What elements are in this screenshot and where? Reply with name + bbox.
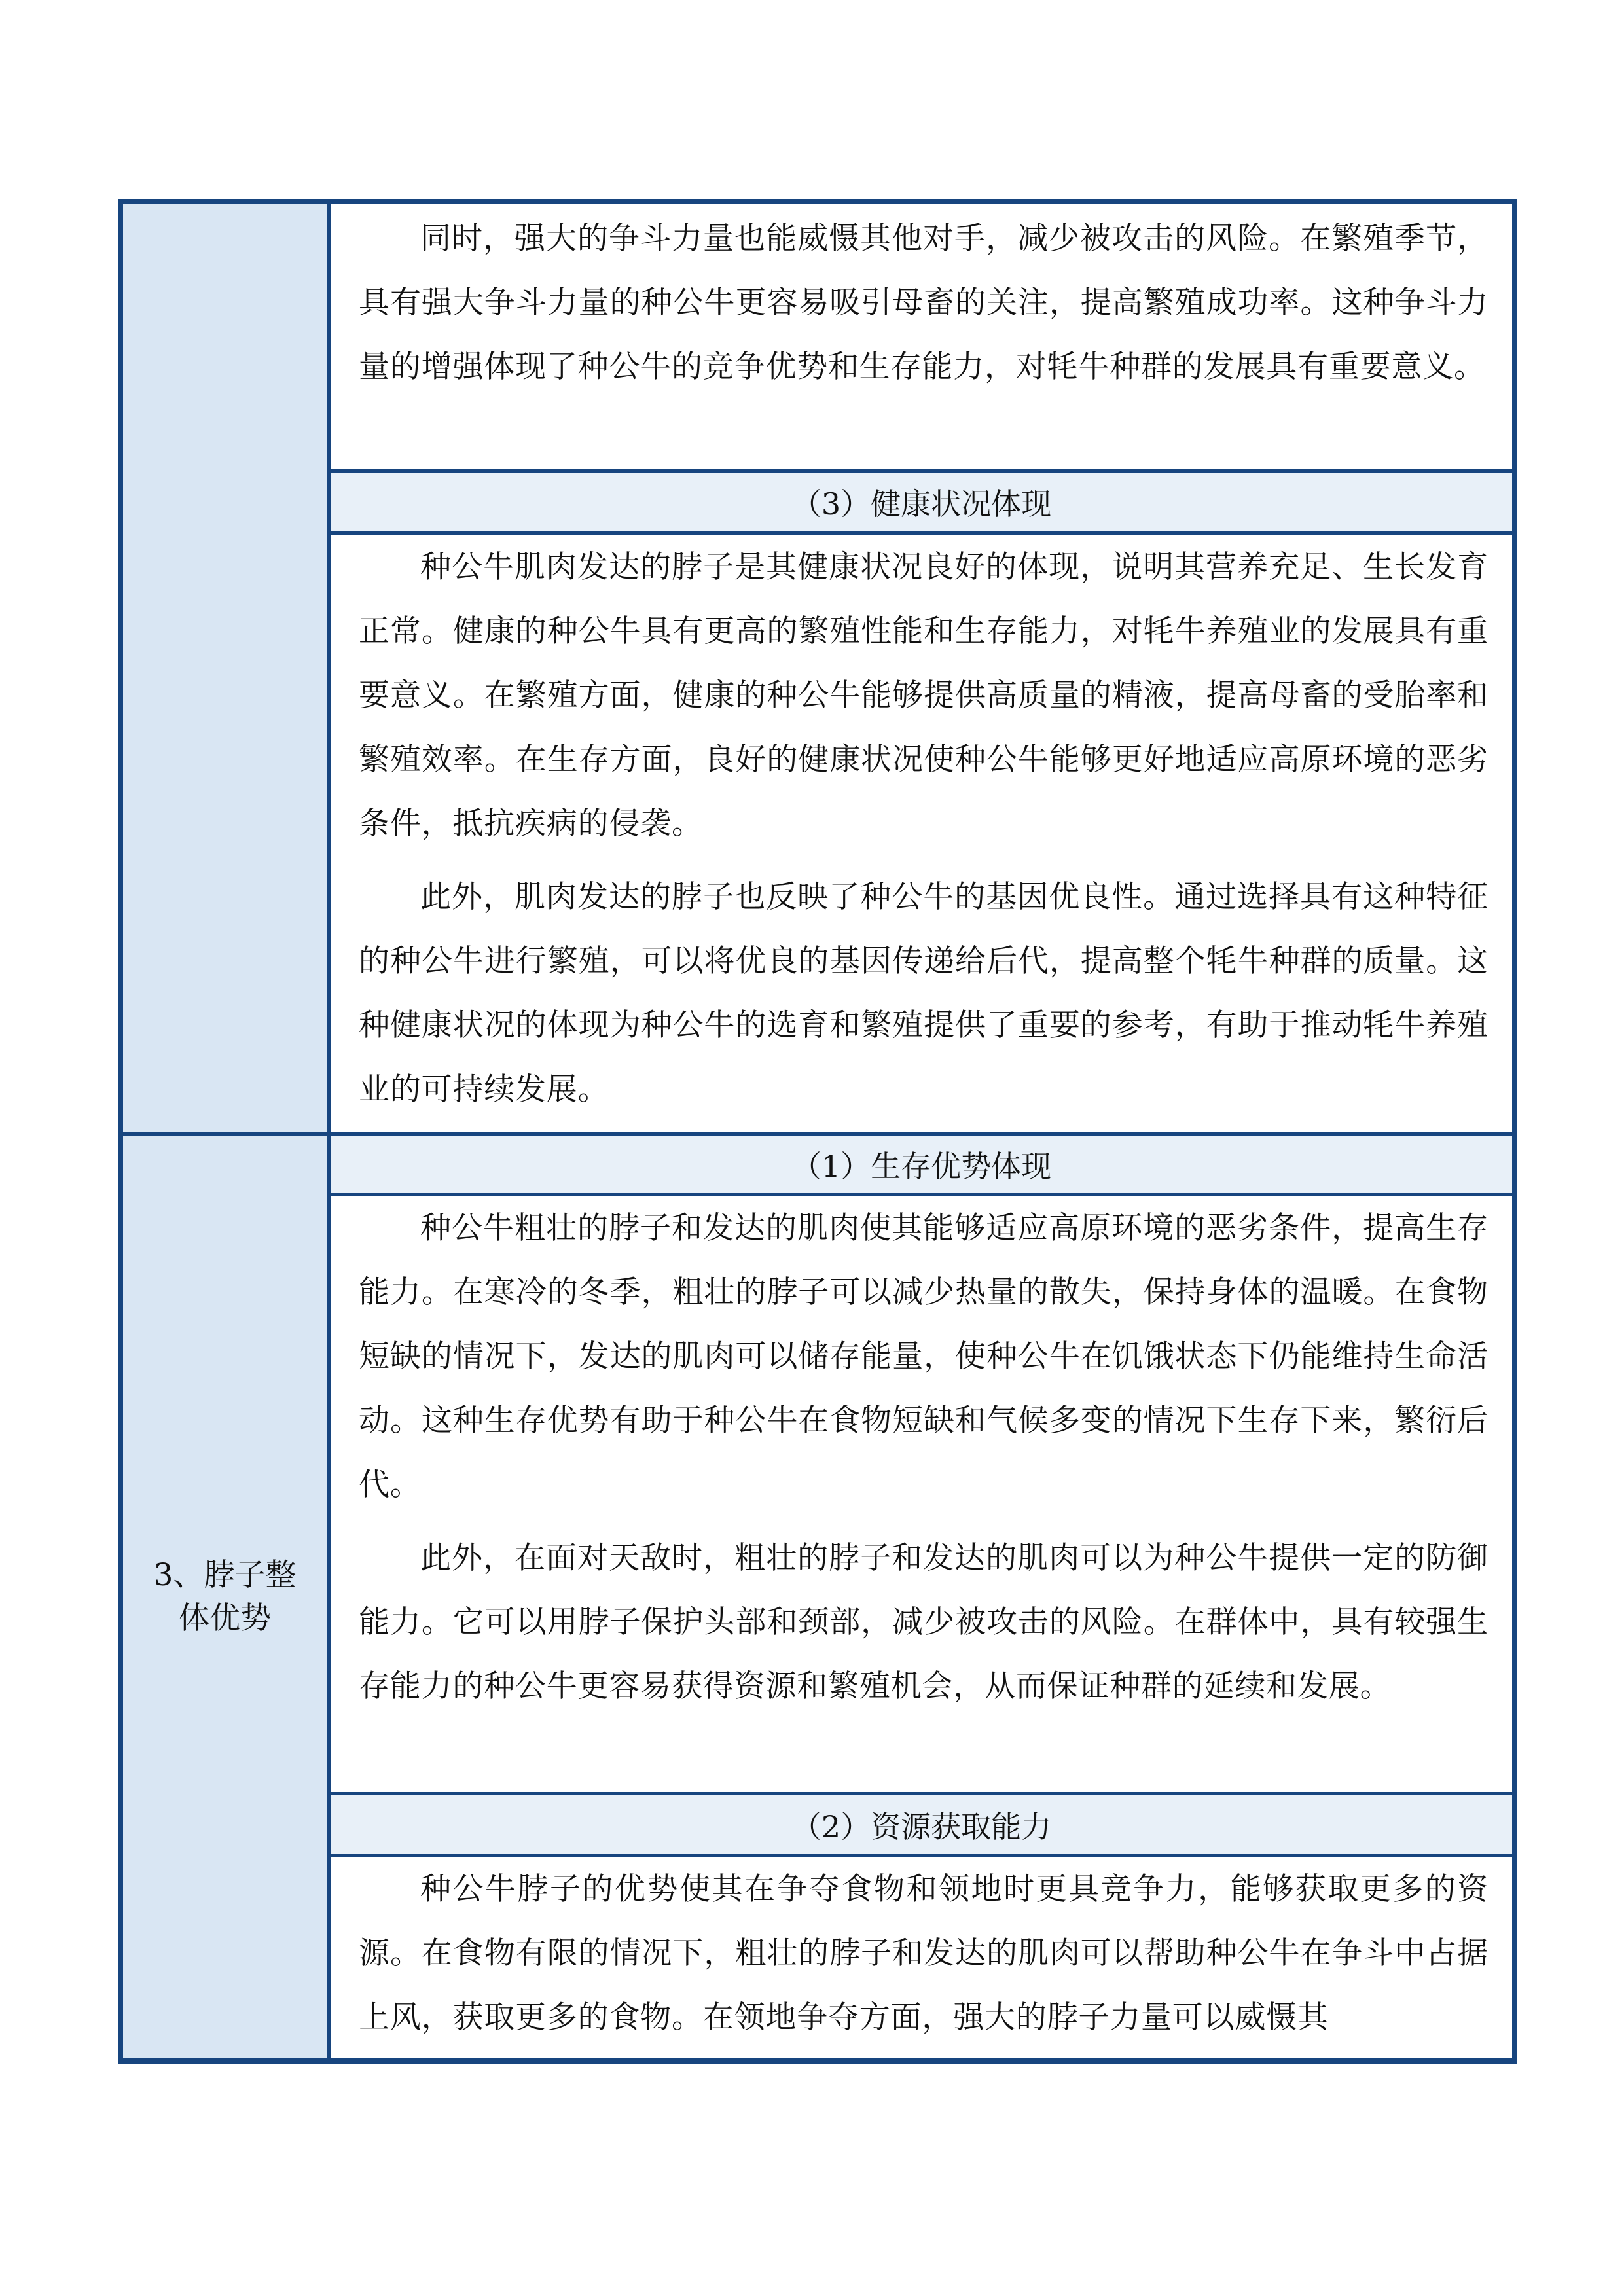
paragraph-cell: [331, 1196, 1512, 1792]
content-table: [118, 199, 1517, 2064]
row-label-cell: [123, 1136, 331, 2058]
row-label-cell: [123, 204, 331, 1135]
subheader-text: （3）健康状况体现: [791, 486, 1052, 522]
paragraph: 此外，在面对天敌时，粗壮的脖子和发达的肌肉可以为种公牛提供一定的防御能力。它可以用脖子保护头部和颈部，减少被攻击的风险。在群体中，具有较强生存能力的种公牛更容易获得资源和繁殖机会，从而保证种群的延续和发展。: [359, 1540, 1489, 1704]
subheader-text: （1）生存优势体现: [791, 1148, 1052, 1184]
subheader-health: [331, 469, 1512, 535]
paragraph: 种公牛肌肉发达的脖子是其健康状况良好的体现，说明其营养充足、生长发育正常。健康的种公牛具有更高的繁殖性能和生存能力，对牦牛养殖业的发展具有重要意义。在繁殖方面，健康的种公牛能够提供高质量的精液，提高母畜的受胎率和繁殖效率。在生存方面，良好的健康状况使种公牛能够更好地适应高原环境的恶劣条件，抵抗疾病的侵袭。: [359, 549, 1489, 842]
paragraph-cell: [331, 1857, 1512, 2058]
paragraph: 种公牛粗壮的脖子和发达的肌肉使其能够适应高原环境的恶劣条件，提高生存能力。在寒冷的冬季，粗壮的脖子可以减少热量的散失，保持身体的温暖。在食物短缺的情况下，发达的肌肉可以储存能量，使种公牛在饥饿状态下仍能维持生命活动。这种生存优势有助于种公牛在食物短缺和气候多变的情况下生存下来，繁衍后代。: [359, 1210, 1489, 1503]
paragraph: 此外，肌肉发达的脖子也反映了种公牛的基因优良性。通过选择具有这种特征的种公牛进行繁殖，可以将优良的基因传递给后代，提高整个牦牛种群的质量。这种健康状况的体现为种公牛的选育和繁殖提供了重要的参考，有助于推动牦牛养殖业的可持续发展。: [359, 879, 1489, 1107]
row-label: 3、脖子整体优势: [153, 1557, 297, 1636]
paragraph-cell: [331, 207, 1512, 472]
paragraph: 种公牛脖子的优势使其在争夺食物和领地时更具竞争力，能够获取更多的资源。在食物有限的情况下，粗壮的脖子和发达的肌肉可以帮助种公牛在争斗中占据上风，获取更多的食物。在领地争夺方面，强大的脖子力量可以威慑其: [359, 1871, 1489, 2036]
subheader-resources: [331, 1792, 1512, 1857]
subheader-survival: [331, 1132, 1512, 1196]
paragraph: 同时，强大的争斗力量也能威慑其他对手，减少被攻击的风险。在繁殖季节，具有强大争斗力量的种公牛更容易吸引母畜的关注，提高繁殖成功率。这种争斗力量的增强体现了种公牛的竞争优势和生存能力，对牦牛种群的发展具有重要意义。: [359, 221, 1489, 385]
subheader-text: （2）资源获取能力: [791, 1809, 1052, 1844]
paragraph-cell: [331, 535, 1512, 1135]
